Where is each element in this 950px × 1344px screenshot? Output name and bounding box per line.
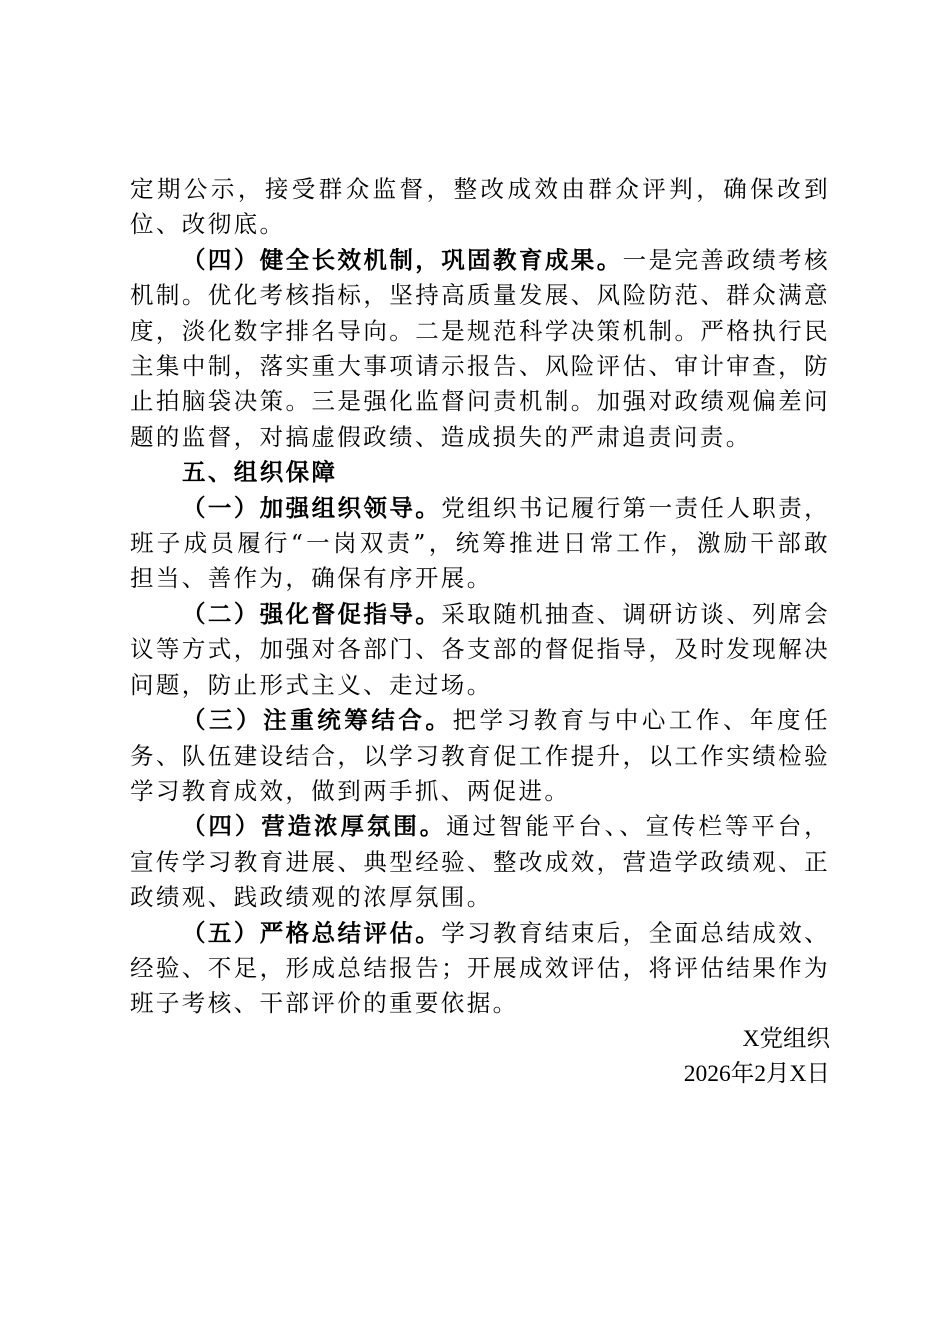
paragraph-item-2 <box>130 597 830 703</box>
paragraph-item-5 <box>130 916 830 1022</box>
item-body: 一是完善政绩考核机制。优化考核指标，坚持高质量发展、风险防范、群众满意度，淡化数字排名导向。二是规范科学决策机制。严格执行民主集中制，落实重大事项请示报告、风险评估、审计审查，防止拍脑袋决策。三是强化监督问责机制。加强对政绩观偏差问题的监督，对搞虚假政绩、造成损失的严肃追责问责。 <box>130 245 830 451</box>
paragraph-section4-item4 <box>130 243 830 455</box>
item-body: 通过智能平台、、宣传栏等平台，宣传学习教育进展、典型经验、整改成效，营造学政绩观、正政绩观、践政绩观的浓厚氛围。 <box>130 812 831 912</box>
paragraph-item-3 <box>130 703 830 809</box>
item-lead: （一）加强组织领导。 <box>182 493 442 522</box>
item-body: 党组织书记履行第一责任人职责，班子成员履行“一岗双责”，统筹推进日常工作，激励干部敢担当、善作为，确保有序开展。 <box>130 493 831 593</box>
paragraph-item-1 <box>130 491 830 597</box>
paragraph-continuation: 定期公示，接受群众监督，整改成效由群众评判，确保改到位、改彻底。 <box>130 175 830 239</box>
item-lead: （三）注重统筹结合。 <box>182 706 453 735</box>
section-heading-organization: 五、组织保障 <box>182 458 338 487</box>
item-body: 采取随机抽查、调研访谈、列席会议等方式，加强对各部门、各支部的督促指导，及时发现解决问题，防止形式主义、走过场。 <box>130 599 831 699</box>
item-lead: （四）健全长效机制，巩固教育成果。 <box>182 245 623 274</box>
document-page <box>130 172 830 1093</box>
signature-date: 2026年2月X日 <box>683 1061 830 1088</box>
item-body: 学习教育结束后，全面总结成效、经验、不足，形成总结报告；开展成效评估，将评估结果作为班子考核、干部评价的重要依据。 <box>130 918 831 1018</box>
item-lead: （二）强化督促指导。 <box>182 599 442 628</box>
signature-organization: X党组织 <box>742 1025 830 1052</box>
item-body: 把学习教育与中心工作、年度任务、队伍建设结合，以学习教育促工作提升，以工作实绩检验学习教育成效，做到两手抓、两促进。 <box>130 706 831 805</box>
paragraph-item-4 <box>130 809 830 915</box>
item-lead: （四）营造浓厚氛围。 <box>182 812 447 841</box>
item-lead: （五）严格总结评估。 <box>182 918 442 947</box>
